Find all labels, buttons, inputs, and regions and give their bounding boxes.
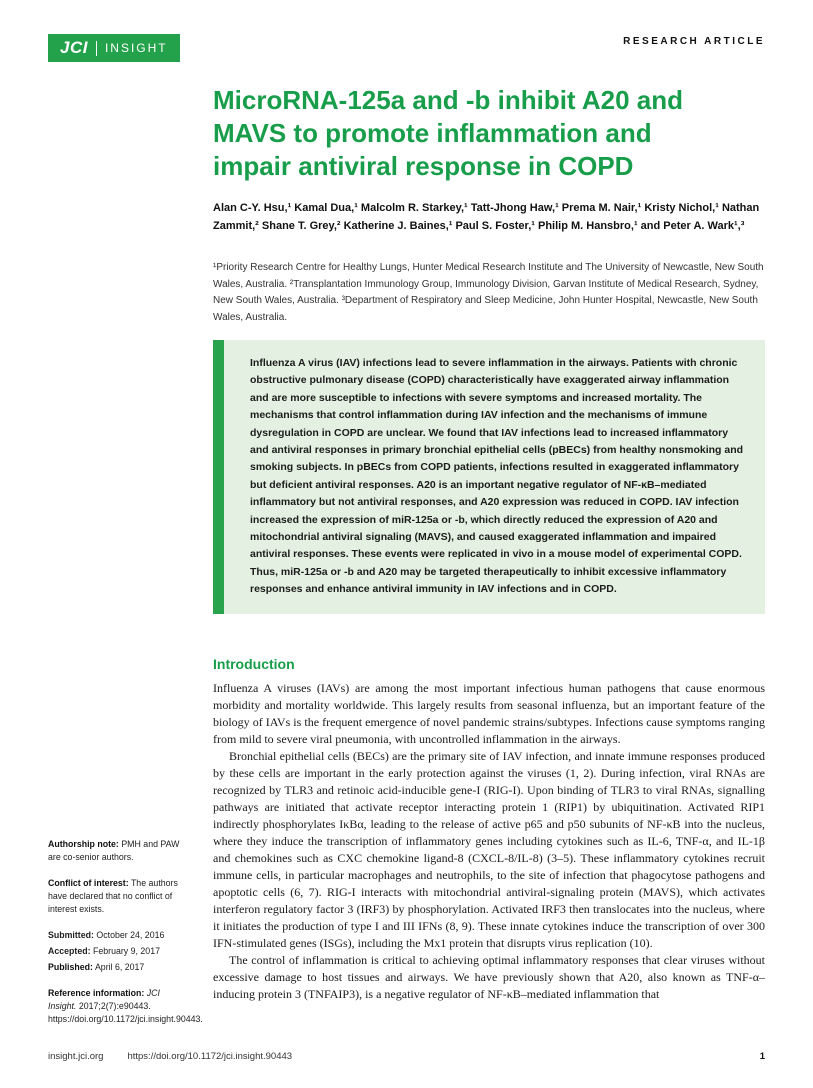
logo-divider	[96, 41, 97, 56]
reference-text: 2017;2(7):e90443. https://doi.org/10.1172/jci.insight.90443.	[48, 1001, 203, 1024]
affiliations: ¹Priority Research Centre for Healthy Lungs, Hunter Medical Research Institute and The University of Newcastle, New South Wales, Australia. ²Transplantation Immunology Group, Immunology Division, Garvan Institute of Medical Research, Sydney, New South Wales, Australia. ³Department of Respiratory and Sleep Medicine, John Hunter Hospital, Newcastle, New South Wales, Australia.	[213, 262, 764, 323]
page-footer	[48, 1051, 765, 1062]
logo-insight-text: INSIGHT	[104, 41, 168, 55]
footer-doi-link[interactable]: https://doi.org/10.1172/jci.insight.90443	[127, 1051, 293, 1062]
accepted-label: Accepted:	[48, 946, 91, 956]
reference-information	[48, 987, 203, 1026]
article-info-sidebar	[48, 838, 203, 1039]
article-type-label: RESEARCH ARTICLE	[623, 36, 765, 47]
authors-list: Alan C-Y. Hsu,¹ Kamal Dua,¹ Malcolm R. Starkey,¹ Tatt-Jhong Haw,¹ Prema M. Nair,¹ Kristy Nichol,¹ Nathan Zammit,² Shane T. Grey,² Katherine J. Baines,¹ Paul S. Foster,¹ Philip M. Hansbro,¹ and Peter A. Wark¹,³	[213, 202, 760, 232]
intro-paragraph-3: The control of inflammation is critical to achieving optimal inflammatory responses that clear viruses without excessive damage to host tissues and airways. We have previously shown that A20, also known as TNF-α–inducing protein 3 (TNFAIP3), is a negative regulator of NF-κB–mediated inflammation that	[213, 953, 765, 1001]
conflict-of-interest-note	[48, 877, 190, 916]
authorship-note-text: PMH and PAW are co-senior authors.	[48, 839, 180, 862]
footer-site: insight.jci.org	[48, 1051, 104, 1062]
accepted-text: February 9, 2017	[92, 946, 160, 956]
logo-jci-text: JCI	[60, 38, 88, 57]
reference-journal: JCI Insight.	[48, 988, 160, 1011]
accepted-date	[48, 945, 190, 958]
abstract-text: Influenza A virus (IAV) infections lead to severe inflammation in the airways. Patients with chronic obstructive pulmonary disease (COPD) characteristically have exaggerated airway inflammation and are more susceptible to infections with severe symptoms and increased mortality. The mechanisms that control inflammation during IAV infection and the mechanisms of immune dysregulation in COPD are unclear. We found that IAV infections lead to increased inflammatory and antiviral responses in primary bronchial epithelial cells (pBECs) from healthy nonsmoking and smoking subjects. In pBECs from COPD patients, infections resulted in exaggerated inflammatory but deficient antiviral responses. A20 is an important negative regulator of NF-κB–mediated inflammatory but not antiviral responses, and A20 expression was reduced in COPD. IAV infection increased the expression of miR-125a or -b, which directly reduced the expression of A20 and mitochondrial antiviral signaling (MAVS), and caused exaggerated inflammation and impaired antiviral responses. These events were replicated in vivo in a mouse model of experimental COPD. Thus, miR-125a or -b and A20 may be targeted therapeutically to inhibit excessive inflammatory responses and enhance antiviral immunity in IAV infections and in COPD.	[250, 357, 744, 596]
intro-paragraph-2: Bronchial epithelial cells (BECs) are the primary site of IAV infection, and innate immune responses produced by these cells are important in the early protection against the viruses (1, 2). During infection, viral RNAs are recognized by TLR3 and retinoic acid-inducible gene-I (RIG-I). Upon binding of TLR3 to viral RNAs, signalling pathways are initiated that activate receptor interacting protein 1 (RIP1) by ubiquitination. Activated RIP1 indirectly phosphorylates IκBα, leading to the release of active p65 and p50 subunits of NF-κB into the nucleus, where they induce the transcription of inflammatory genes including cytokines such as IL-6, TNF-α, and IL-1β and chemokines such as CXC chemokine ligand-8 (CXCL-8/IL-8) (3–5). These inflammatory cytokines recruit immune cells, in particular macrophages and neutrophils, to the site of infection that phagocytose pathogens and apoptotic cells (6, 7). RIG-I interacts with mitochondrial antiviral-signaling protein (MAVS), which activates interferon regulatory factor 3 (IRF3) by phosphorylation. Activated IRF3 then translocates into the nucleus, where it initiates the production of type I and III IFNs (8, 9). These innate cytokines induce the transcription of over 300 IFN-stimulated genes (ISGs), including the Mx1 protein that disrupts virus replication (10).	[213, 749, 765, 950]
conflict-note-label: Conflict of interest:	[48, 878, 129, 888]
authorship-note	[48, 838, 190, 864]
published-label: Published:	[48, 962, 93, 972]
published-date	[48, 961, 190, 974]
submitted-text: October 24, 2016	[96, 930, 165, 940]
submitted-label: Submitted:	[48, 930, 94, 940]
article-title: MicroRNA-125a and -b inhibit A20 and MAVS to promote inflammation and impair antiviral response in COPD	[213, 85, 683, 181]
introduction-heading: Introduction	[213, 656, 295, 672]
page-number: 1	[759, 1051, 765, 1062]
abstract-box	[213, 340, 765, 614]
reference-label: Reference information:	[48, 988, 145, 998]
submitted-date	[48, 929, 190, 942]
introduction-section	[213, 656, 765, 1003]
authorship-note-label: Authorship note:	[48, 839, 119, 849]
jci-insight-logo	[48, 34, 180, 62]
intro-paragraph-1: Influenza A viruses (IAVs) are among the most important infectious human pathogens that cause enormous morbidity and mortality worldwide. This largely results from seasonal influenza, but an important feature of the biology of IAVs is the frequent emergence of novel pandemic strains/subtypes. Infections cause symptoms ranging from mild to severe viral pneumonia, with uncontrolled inflammation in the airways.	[213, 681, 765, 746]
conflict-note-text: The authors have declared that no conflict of interest exists.	[48, 878, 178, 914]
published-text: April 6, 2017	[94, 962, 145, 972]
